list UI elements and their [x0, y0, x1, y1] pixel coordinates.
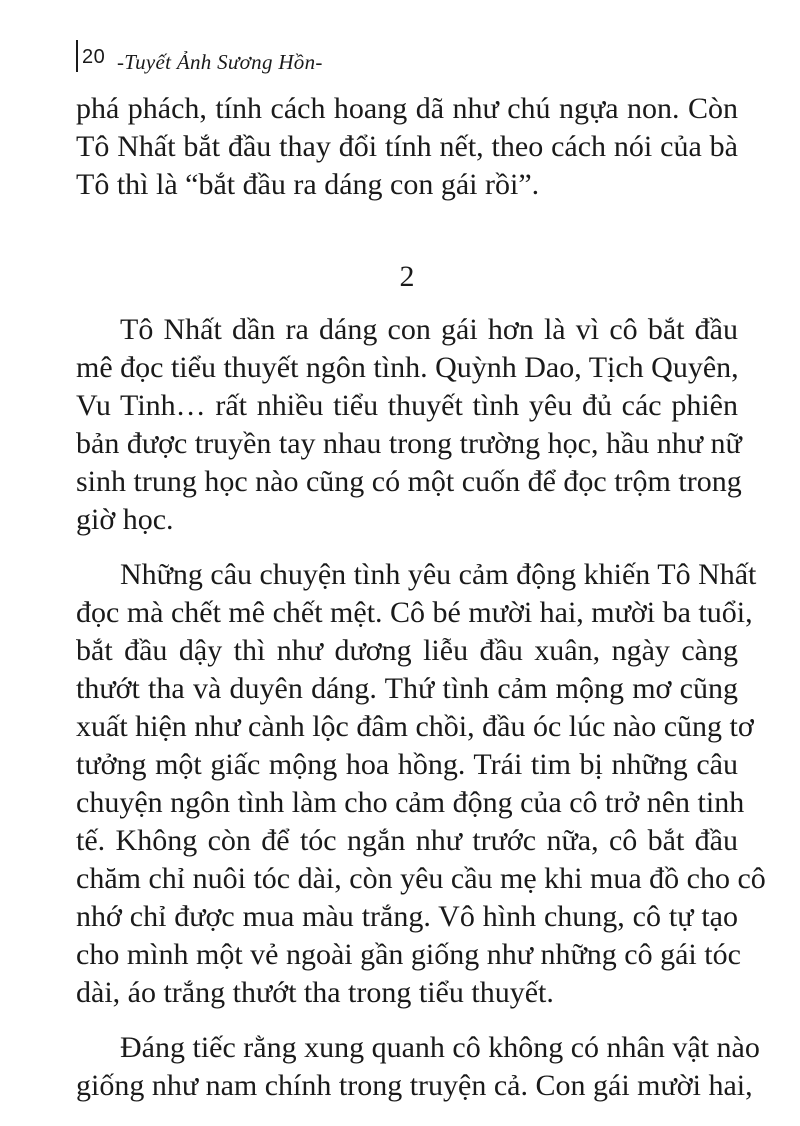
- paragraph-3: [76, 1029, 760, 1105]
- text-line: bắt đầu dậy thì như dương liễu đầu xuân, ngày càng: [76, 634, 738, 667]
- paragraph-2: [76, 556, 766, 1012]
- page-number-rule: [76, 40, 78, 72]
- text-line: xuất hiện như cành lộc đâm chồi, đầu óc lúc nào cũng tơ: [76, 710, 754, 743]
- text-line: nhớ chỉ được mua màu trắng. Vô hình chung, cô tự tạo: [76, 900, 738, 933]
- page-number: 20: [82, 46, 106, 68]
- text-line: Tô thì là “bắt đầu ra dáng con gái rồi”.: [76, 168, 540, 201]
- page-body: [76, 90, 766, 1122]
- opening-paragraph: [76, 90, 738, 204]
- text-line: dài, áo trắng thướt tha trong tiểu thuyết.: [76, 976, 554, 1009]
- text-line: Vu Tinh… rất nhiều tiểu thuyết tình yêu đủ các phiên: [76, 389, 738, 422]
- text-line: bản được truyền tay nhau trong trường học, hầu như nữ: [76, 427, 742, 460]
- text-line: mê đọc tiểu thuyết ngôn tình. Quỳnh Dao, Tịch Quyên,: [76, 351, 739, 384]
- running-book-title: -Tuyết Ảnh Sương Hồn-: [117, 50, 323, 74]
- text-line: sinh trung học nào cũng có một cuốn để đọc trộm trong: [76, 465, 742, 498]
- text-line: Những câu chuyện tình yêu cảm động khiến Tô Nhất: [120, 558, 757, 591]
- text-line: cho mình một vẻ ngoài gần giống như những cô gái tóc: [76, 938, 741, 971]
- text-line: tế. Không còn để tóc ngắn như trước nữa, cô bắt đầu: [76, 824, 738, 857]
- text-line: Tô Nhất dần ra dáng con gái hơn là vì cô bắt đầu: [120, 313, 738, 346]
- section-number: 2: [399, 260, 415, 293]
- text-line: chuyện ngôn tình làm cho cảm động của cô trở nên tinh: [76, 786, 745, 819]
- text-line: giờ học.: [76, 503, 174, 536]
- text-line: chăm chỉ nuôi tóc dài, còn yêu cầu mẹ khi mua đồ cho cô: [76, 862, 766, 895]
- text-line: giống như nam chính trong truyện cả. Con gái mười hai,: [76, 1069, 753, 1102]
- text-line: đọc mà chết mê chết mệt. Cô bé mười hai, mười ba tuổi,: [76, 596, 753, 629]
- text-line: thướt tha và duyên dáng. Thứ tình cảm mộng mơ cũng: [76, 672, 738, 705]
- page-header: [72, 36, 752, 76]
- paragraph-1: [76, 311, 742, 539]
- text-line: Tô Nhất bắt đầu thay đổi tính nết, theo cách nói của bà: [76, 130, 738, 163]
- text-line: tưởng một giấc mộng hoa hồng. Trái tim bị những câu: [76, 748, 738, 781]
- text-line: phá phách, tính cách hoang dã như chú ngựa non. Còn: [76, 92, 738, 125]
- text-line: Đáng tiếc rằng xung quanh cô không có nhân vật nào: [120, 1031, 760, 1064]
